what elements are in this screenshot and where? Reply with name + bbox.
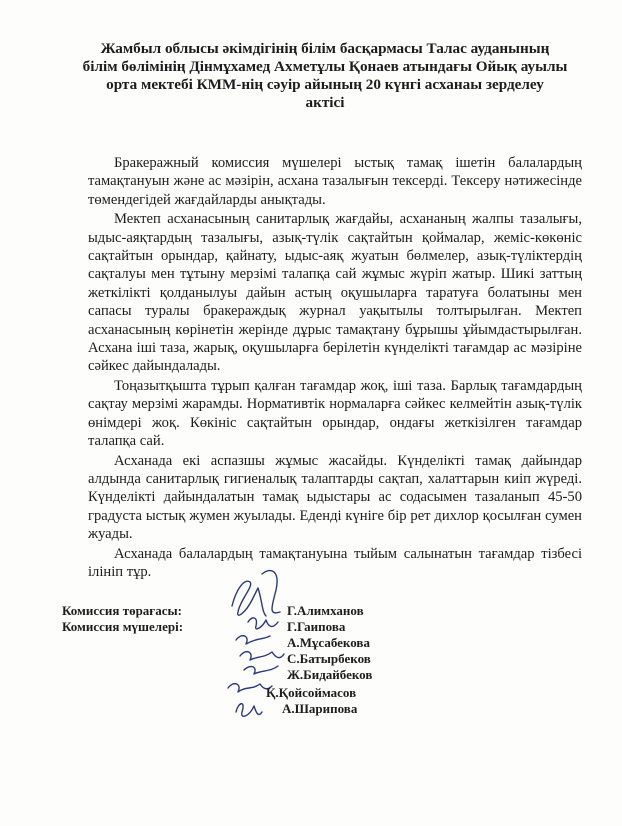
title-line-2: білім бөлімінің Дінмұхамед Ахметұлы Қонаев атындағы Ойық ауылы [82, 58, 568, 75]
signer-name-3: А.Мұсабекова [287, 635, 370, 650]
signature-member-4 [244, 666, 278, 674]
signature-member-6 [236, 704, 262, 717]
paragraph-3: Тоңазытқышта тұрып қалған тағамдар жоқ, іші таза. Барлық тағамдардың сақтау мерзімі жарамды. Нормативтік нормаларға сәйкес келмейтін азық-түлік өнімдері жоқ. Көкініс сақтайтын орындар, ондағы жеткізілген тағамдар талапқа сай. [88, 377, 582, 450]
signer-name-2: Г.Гаипова [287, 619, 346, 634]
title-line-3: орта мектебі КММ-нің сәуір айының 20 күнгі асханаы зерделеу [106, 76, 544, 93]
signer-name-4: С.Батырбеков [287, 651, 371, 666]
paragraph-5: Асханада балалардың тамақтануына тыйым салынатын тағамдар тізбесі ілініп тұр. [88, 545, 582, 580]
signer-name-1: Г.Алимханов [287, 603, 364, 618]
signature-member-1 [248, 618, 278, 629]
title-line-4: актісі [305, 94, 345, 111]
signer-name-6: Қ.Қойсоймасов [266, 685, 357, 700]
signer-name-7: А.Шарипова [282, 701, 358, 716]
signer-name-5: Ж.Бидайбеков [287, 667, 373, 682]
paragraph-1: Бракеражный комиссия мүшелері ыстық тамақ ішетін балалардың тамақтануын және ас мәзірін, асхана тазалығын тексерді. Тексеру нәтижесінде төмендегідей жағдайларды анықтады. [88, 155, 582, 208]
members-label: Комиссия мүшелері: [62, 619, 184, 634]
signature-member-3 [240, 652, 284, 660]
paragraph-2: Мектеп асханасының санитарлық жағдайы, асхананың жалпы тазалығы, ыдыс-аяқтардың тазалығы, азық-түлік сақтайтын қоймалар, жеміс-көкөніс сақтайтын орындар, қайнату, ыдыс-аяқ жуатын бөлмелер, азық-түліктердің сақталуы мен тұтыну мерзімі талапқа сай жұмыс жүріп жатыр. Шикі заттың жеткілікті қолданылуы дайын астың оқушыларға таратуға болатыны мен сапасы туралы бракераждық журнал уақытылы толтырылған. Мектеп асханасының көрінетін жерінде дұрыс тамақтану бұрышы ұйымдастырылған. Асхана іші таза, жарық, оқушыларға берілетін күнделікті тағамдар ас мәзіріне сәйкес дайындалады. [88, 211, 582, 375]
signature-chair [232, 571, 280, 616]
signature-member-2 [236, 636, 270, 644]
chair-label: Комиссия төрағасы: [62, 603, 182, 618]
title-line-1: Жамбыл облысы әкімдігінің білім басқармасы Талас ауданының [100, 40, 550, 57]
paragraph-4: Асханада екі аспазшы жұмыс жасайды. Күнделікті тамақ дайындар алдында санитарлық гигиеналық талаптарды сақтап, халаттарын киіп жүреді. Күнделікті дайындалатын тамақ ыдыстары ас содасымен тазаланып 45-50 градуста ыстық жумен жуылады. Еденді күніге бір рет дихлор қосылған сумен жуады. [88, 452, 582, 543]
